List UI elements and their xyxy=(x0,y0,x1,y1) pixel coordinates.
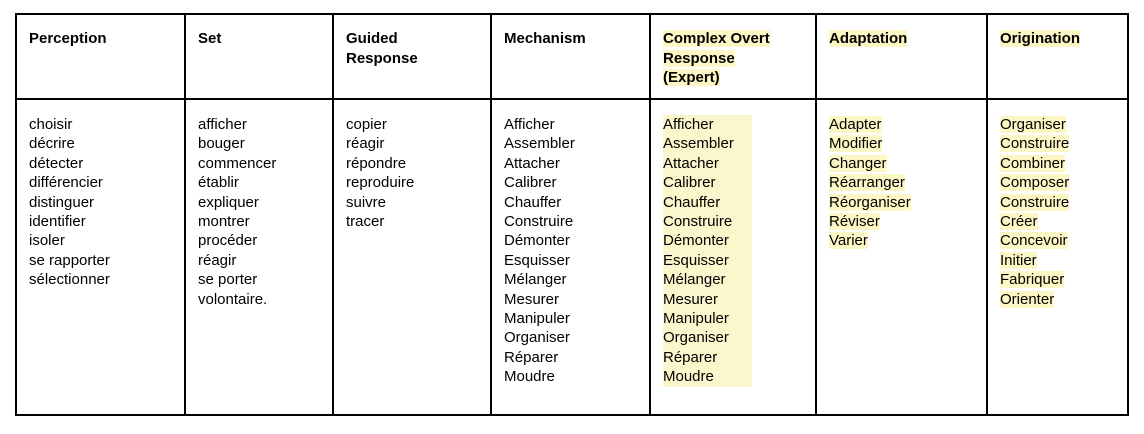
header-cell-guided-response xyxy=(333,14,491,99)
verb-item: Construire xyxy=(504,213,574,231)
column-header: Complex Overt Response (Expert) xyxy=(663,30,770,86)
verb-item: Chauffer xyxy=(504,193,562,211)
verb-item: Attacher xyxy=(504,154,560,172)
verb-item: Construire xyxy=(663,213,733,231)
verb-item: Mesurer xyxy=(504,290,560,308)
verb-item: bouger xyxy=(198,135,245,153)
verbs-cell-origination xyxy=(987,99,1128,415)
verb-item: procéder xyxy=(198,232,258,250)
verb-item: Mélanger xyxy=(504,271,567,289)
verb-item: Démonter xyxy=(663,232,729,250)
verb-item: tracer xyxy=(346,213,385,231)
verb-item: Réarranger xyxy=(829,174,905,192)
verb-item: Varier xyxy=(829,232,868,250)
verbs-cell-perception xyxy=(16,99,185,415)
verbs-cell-guided-response xyxy=(333,99,491,415)
header-cell-adaptation xyxy=(816,14,987,99)
verb-item: Modifier xyxy=(829,135,883,153)
verb-item: établir xyxy=(198,174,239,192)
verb-item: Construire xyxy=(1000,135,1070,153)
verb-item: détecter xyxy=(29,154,84,172)
verb-item: Moudre xyxy=(663,368,714,386)
verb-item: commencer xyxy=(198,154,277,172)
verb-item: Manipuler xyxy=(663,310,729,328)
verb-item: Organiser xyxy=(504,329,570,347)
verb-item: expliquer xyxy=(198,193,259,211)
header-cell-origination xyxy=(987,14,1128,99)
verb-item: Mélanger xyxy=(663,271,726,289)
verb-item: Assembler xyxy=(663,135,734,153)
verb-item: Organiser xyxy=(663,329,729,347)
column-header: Adaptation xyxy=(829,30,908,47)
column-header: Mechanism xyxy=(504,30,586,47)
verb-list xyxy=(829,115,974,251)
verb-item: Composer xyxy=(1000,174,1070,192)
column-header: Guided Response xyxy=(346,30,418,67)
verbs-cell-mechanism xyxy=(491,99,650,415)
verb-item: se porter xyxy=(198,271,258,289)
verb-item: Calibrer xyxy=(663,174,716,192)
verb-item: choisir xyxy=(29,116,73,133)
verbs-cell-adaptation xyxy=(816,99,987,415)
header-cell-mechanism xyxy=(491,14,650,99)
column-header: Origination xyxy=(1000,30,1080,47)
header-cell-perception xyxy=(16,14,185,99)
verb-item: Afficher xyxy=(504,116,555,133)
verbs-cell-set xyxy=(185,99,333,415)
verb-item: volontaire. xyxy=(198,290,268,308)
column-header: Set xyxy=(198,30,222,47)
verb-item: Créer xyxy=(1000,213,1038,231)
verb-item: montrer xyxy=(198,213,250,231)
verb-item: distinguer xyxy=(29,193,95,211)
verb-list xyxy=(1000,115,1115,309)
verb-item: réagir xyxy=(346,135,385,153)
verb-item: Esquisser xyxy=(663,251,729,269)
verb-item: reproduire xyxy=(346,174,415,192)
verb-item: copier xyxy=(346,116,387,133)
verb-item: Orienter xyxy=(1000,290,1055,308)
verb-item: sélectionner xyxy=(29,271,110,289)
header-cell-set xyxy=(185,14,333,99)
verb-list xyxy=(29,115,172,290)
verb-item: Mesurer xyxy=(663,290,719,308)
verb-list xyxy=(198,115,320,309)
verb-item: Réorganiser xyxy=(829,193,911,211)
verb-item: Assembler xyxy=(504,135,575,153)
verb-item: suivre xyxy=(346,193,387,211)
verb-list xyxy=(663,115,752,387)
verb-item: Fabriquer xyxy=(1000,271,1065,289)
verb-item: Réviser xyxy=(829,213,880,231)
verb-item: se rapporter xyxy=(29,251,110,269)
verb-item: Chauffer xyxy=(663,193,721,211)
verb-item: Combiner xyxy=(1000,154,1066,172)
verb-item: afficher xyxy=(198,116,247,133)
verb-item: Adapter xyxy=(829,116,882,133)
verb-item: décrire xyxy=(29,135,75,153)
verb-item: Attacher xyxy=(663,154,719,172)
verb-item: isoler xyxy=(29,232,65,250)
verb-item: Manipuler xyxy=(504,310,570,328)
header-row xyxy=(16,14,1128,99)
header-cell-complex-overt-response xyxy=(650,14,816,99)
verb-item: réagir xyxy=(198,251,237,269)
verb-item: Changer xyxy=(829,154,887,172)
verb-item: différencier xyxy=(29,174,103,192)
verb-item: identifier xyxy=(29,213,86,231)
verb-item: Réparer xyxy=(504,348,559,366)
verb-item: Calibrer xyxy=(504,174,557,192)
verb-item: Esquisser xyxy=(504,251,570,269)
verb-list xyxy=(346,115,478,231)
verb-item: Afficher xyxy=(663,116,714,133)
verbs-row xyxy=(16,99,1128,415)
verb-item: Concevoir xyxy=(1000,232,1068,250)
verb-item: Démonter xyxy=(504,232,570,250)
column-header: Perception xyxy=(29,30,107,47)
verb-item: Moudre xyxy=(504,368,555,386)
verb-item: Réparer xyxy=(663,348,718,366)
verb-list xyxy=(504,115,637,387)
verb-item: Construire xyxy=(1000,193,1070,211)
verbs-cell-complex-overt-response xyxy=(650,99,816,415)
taxonomy-table xyxy=(15,13,1129,416)
verb-item: Organiser xyxy=(1000,116,1066,133)
verb-item: répondre xyxy=(346,154,407,172)
verb-item: Initier xyxy=(1000,251,1037,269)
